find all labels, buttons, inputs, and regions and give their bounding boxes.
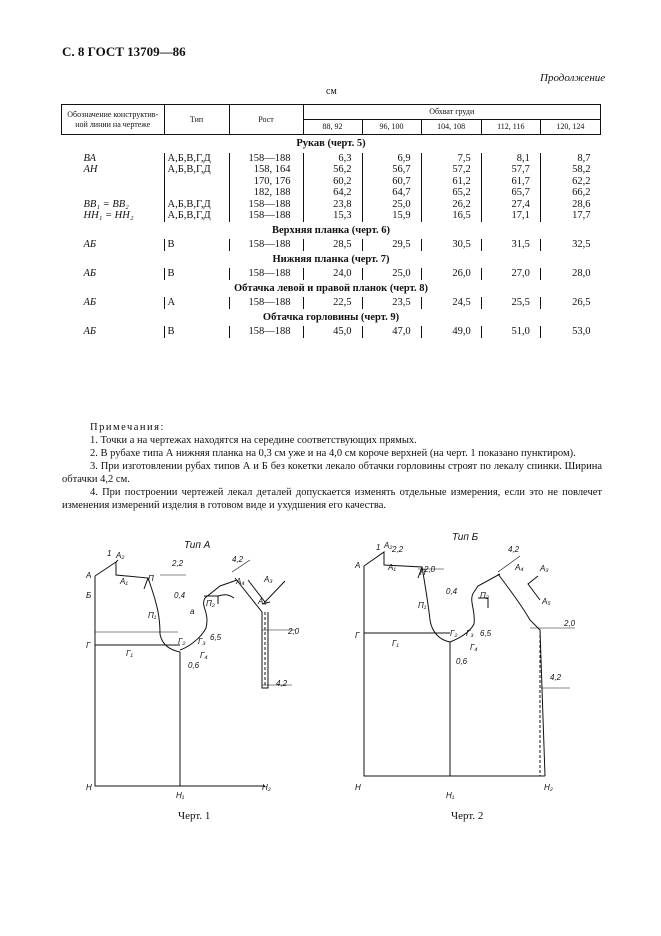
drawing-label: Г₄	[200, 651, 208, 660]
value-cell: 56,7	[362, 164, 421, 176]
drawing-label: Г	[355, 631, 360, 640]
designation-cell: АБ	[83, 297, 97, 308]
drawing-label: А₃	[540, 564, 549, 573]
figure1-labels	[85, 549, 300, 800]
value-cell: 32,5	[540, 239, 600, 251]
drawing-label: П	[420, 568, 426, 577]
header-designation: Обозначение конструктив-ной линии на чертеже	[62, 105, 165, 135]
figure2-labels	[354, 541, 576, 800]
unit-label: см	[326, 86, 337, 97]
figure1-caption: Черт. 1	[178, 810, 211, 822]
header-height: Рост	[229, 105, 303, 135]
section-title: Рукав (черт. 5)	[296, 138, 366, 149]
value-cell: 60,7	[362, 176, 421, 188]
value-cell: 24,5	[421, 297, 481, 309]
drawing-label: А	[355, 561, 361, 570]
value-cell: 25,0	[362, 199, 421, 211]
value-cell: 53,0	[540, 326, 600, 338]
note-1: 1. Точки а на чертежах находятся на середине соответствующих прямых.	[90, 435, 417, 446]
drawing-label: А₁	[388, 563, 396, 572]
section-title: Обтачка левой и правой планок (черт. 8)	[234, 282, 428, 294]
value-cell: 65,7	[481, 187, 540, 199]
value-cell: 61,7	[481, 176, 540, 188]
value-cell: 23,5	[362, 297, 421, 309]
drawing-label: Г₁	[126, 649, 133, 658]
note-3: 3. При изготовлении рубах типов А и Б без кокетки лекало обтачки горловины строят по лекалу спинки. Ширина обтачки 4,2 см.	[62, 461, 602, 485]
drawing-label: 2,2	[172, 559, 184, 568]
type-cell: В	[164, 268, 229, 280]
drawing-label: Н₂	[544, 783, 553, 792]
figure1-title: Тип А	[184, 540, 211, 551]
drawing-label: Н₁	[446, 791, 455, 800]
height-cell: 158—188	[229, 199, 303, 211]
value-cell: 62,2	[540, 176, 600, 188]
height-cell: 158—188	[229, 210, 303, 222]
value-cell: 27,4	[481, 199, 540, 211]
value-cell: 26,2	[421, 199, 481, 211]
height-cell: 158—188	[229, 268, 303, 280]
note-2: 2. В рубахе типа А нижняя планка на 0,3 см уже и на 4,0 см короче верхней (на черт. 1 показано пунктиром).	[90, 448, 576, 459]
designation-cell: АБ	[83, 268, 97, 279]
type-cell: А,Б,В,Г,Д	[164, 210, 229, 222]
value-cell: 25,5	[481, 297, 540, 309]
value-cell: 16,5	[421, 210, 481, 222]
drawing-label: Г	[86, 641, 91, 650]
value-cell: 64,7	[362, 187, 421, 199]
figure1-drawing	[95, 560, 296, 786]
value-cell: 28,6	[540, 199, 600, 211]
value-cell: 65,2	[421, 187, 481, 199]
size-header: 112, 116	[481, 120, 540, 135]
value-cell: 31,5	[481, 239, 540, 251]
value-cell: 30,5	[421, 239, 481, 251]
value-cell: 8,1	[481, 153, 540, 165]
value-cell: 22,5	[303, 297, 362, 309]
value-cell: 26,0	[421, 268, 481, 280]
drawing-label: Г₂	[450, 629, 458, 638]
value-cell: 47,0	[362, 326, 421, 338]
drawing-label: 1	[107, 549, 112, 558]
designation-cell: АН	[83, 164, 98, 175]
drawing-label: П	[148, 574, 154, 583]
header-chest: Обхват груди	[303, 105, 601, 120]
value-cell: 45,0	[303, 326, 362, 338]
value-cell: 26,5	[540, 297, 600, 309]
drawing-label: 0,6	[188, 661, 200, 670]
drawing-label: А₅	[258, 597, 267, 606]
height-cell: 158, 164	[229, 164, 303, 176]
drawing-label: 2,2	[392, 545, 404, 554]
drawing-label: 2,0	[288, 627, 300, 636]
drawing-label: Г₃	[198, 637, 206, 646]
size-header: 120, 124	[540, 120, 600, 135]
height-cell: 158—188	[229, 153, 303, 165]
designation-cell: ВВ₁ = ВВ₂	[83, 198, 129, 210]
drawing-label: 0,4	[446, 587, 458, 596]
note-4: 4. При построении чертежей лекал деталей допускается изменять отдельные измерения, если это не повлечет изменения измерений изделия в готовом виде и ухудшения его качества.	[62, 487, 602, 511]
type-cell: А,Б,В,Г,Д	[164, 164, 229, 176]
drawing-label: 1	[376, 543, 381, 552]
section-title: Обтачка горловины (черт. 9)	[262, 311, 400, 323]
size-header: 96, 100	[362, 120, 421, 135]
height-cell: 158—188	[229, 297, 303, 309]
value-cell: 7,5	[421, 153, 481, 165]
figure2-title: Тип Б	[452, 532, 479, 543]
value-cell: 24,0	[303, 268, 362, 280]
value-cell: 56,2	[303, 164, 362, 176]
drawing-label: Н	[86, 783, 92, 792]
value-cell: 15,9	[362, 210, 421, 222]
value-cell: 17,1	[481, 210, 540, 222]
drawing-label: 4,2	[550, 673, 562, 682]
drawing-label: П₁	[148, 611, 157, 620]
drawing-label: Б	[86, 591, 92, 600]
drawing-label: А₂	[384, 541, 393, 550]
size-header: 88, 92	[303, 120, 362, 135]
drawing-label: 4,2	[508, 545, 520, 554]
drawing-label: 4,2	[232, 555, 244, 564]
value-cell: 27,0	[481, 268, 540, 280]
drawing-label: 6,5	[210, 633, 222, 642]
type-cell: В	[164, 326, 229, 338]
value-cell: 66,2	[540, 187, 600, 199]
type-cell: А,Б,В,Г,Д	[164, 153, 229, 165]
value-cell: 25,0	[362, 268, 421, 280]
drawing-label: Г₄	[470, 643, 478, 652]
value-cell: 57,2	[421, 164, 481, 176]
value-cell: 23,8	[303, 199, 362, 211]
drawing-label: 6,5	[480, 629, 492, 638]
figure2-caption: Черт. 2	[451, 810, 484, 822]
drawing-label: а	[190, 607, 195, 616]
value-cell: 28,0	[540, 268, 600, 280]
continuation-label: Продолжение	[540, 72, 606, 84]
drawing-label: А₄	[236, 577, 245, 586]
height-cell: 170, 176	[229, 176, 303, 188]
value-cell: 60,2	[303, 176, 362, 188]
value-cell: 58,2	[540, 164, 600, 176]
drawing-label: А₃	[264, 575, 273, 584]
size-header: 104, 108	[421, 120, 481, 135]
header-type: Тип	[164, 105, 229, 135]
drawing-label: Г₁	[392, 639, 399, 648]
value-cell: 61,2	[421, 176, 481, 188]
designation-cell: АБ	[83, 239, 97, 250]
value-cell: 15,3	[303, 210, 362, 222]
section-title: Верхняя планка (черт. 6)	[272, 224, 390, 236]
drawing-label: Н₂	[262, 783, 271, 792]
figure2-drawing	[364, 552, 575, 776]
height-cell: 158—188	[229, 326, 303, 338]
type-cell: А	[164, 297, 229, 309]
value-cell: 29,5	[362, 239, 421, 251]
drawing-label: 2,0	[424, 565, 436, 574]
drawing-label: П₂	[206, 599, 215, 608]
drawing-label: 4,2	[276, 679, 288, 688]
value-cell: 17,7	[540, 210, 600, 222]
value-cell: 6,9	[362, 153, 421, 165]
drawing-label: Г₃	[466, 629, 474, 638]
value-cell: 28,5	[303, 239, 362, 251]
section-title: Нижняя планка (черт. 7)	[272, 253, 390, 265]
drawing-label: Н	[355, 783, 361, 792]
notes-title: Примечания:	[90, 422, 165, 433]
drawing-label: А₅	[542, 597, 551, 606]
height-cell: 158—188	[229, 239, 303, 251]
drawing-label: 0,4	[174, 591, 186, 600]
drawing-label: П₁	[418, 601, 427, 610]
drawing-label: А₁	[120, 577, 128, 586]
drawing-label: Г₂	[178, 637, 186, 646]
type-cell: А,Б,В,Г,Д	[164, 199, 229, 211]
designation-cell: ВА	[83, 152, 96, 164]
designation-cell: АБ	[83, 326, 97, 337]
type-cell: В	[164, 239, 229, 251]
designation-cell: НН₁ = НН₂	[83, 210, 134, 221]
drawing-label: А₄	[515, 563, 524, 572]
height-cell: 182, 188	[229, 187, 303, 199]
drawing-label: 0,6	[456, 657, 468, 666]
value-cell: 49,0	[421, 326, 481, 338]
value-cell: 64,2	[303, 187, 362, 199]
drawing-label: П₂	[480, 591, 489, 600]
drawing-label: 2,0	[564, 619, 576, 628]
drawing-label: А₂	[116, 551, 125, 560]
value-cell: 51,0	[481, 326, 540, 338]
drawing-label: А	[86, 571, 92, 580]
value-cell: 6,3	[303, 153, 362, 165]
drawing-label: Н₁	[176, 791, 185, 800]
page-header: С. 8 ГОСТ 13709—86	[62, 44, 186, 59]
value-cell: 8,7	[540, 153, 600, 165]
value-cell: 57,7	[481, 164, 540, 176]
